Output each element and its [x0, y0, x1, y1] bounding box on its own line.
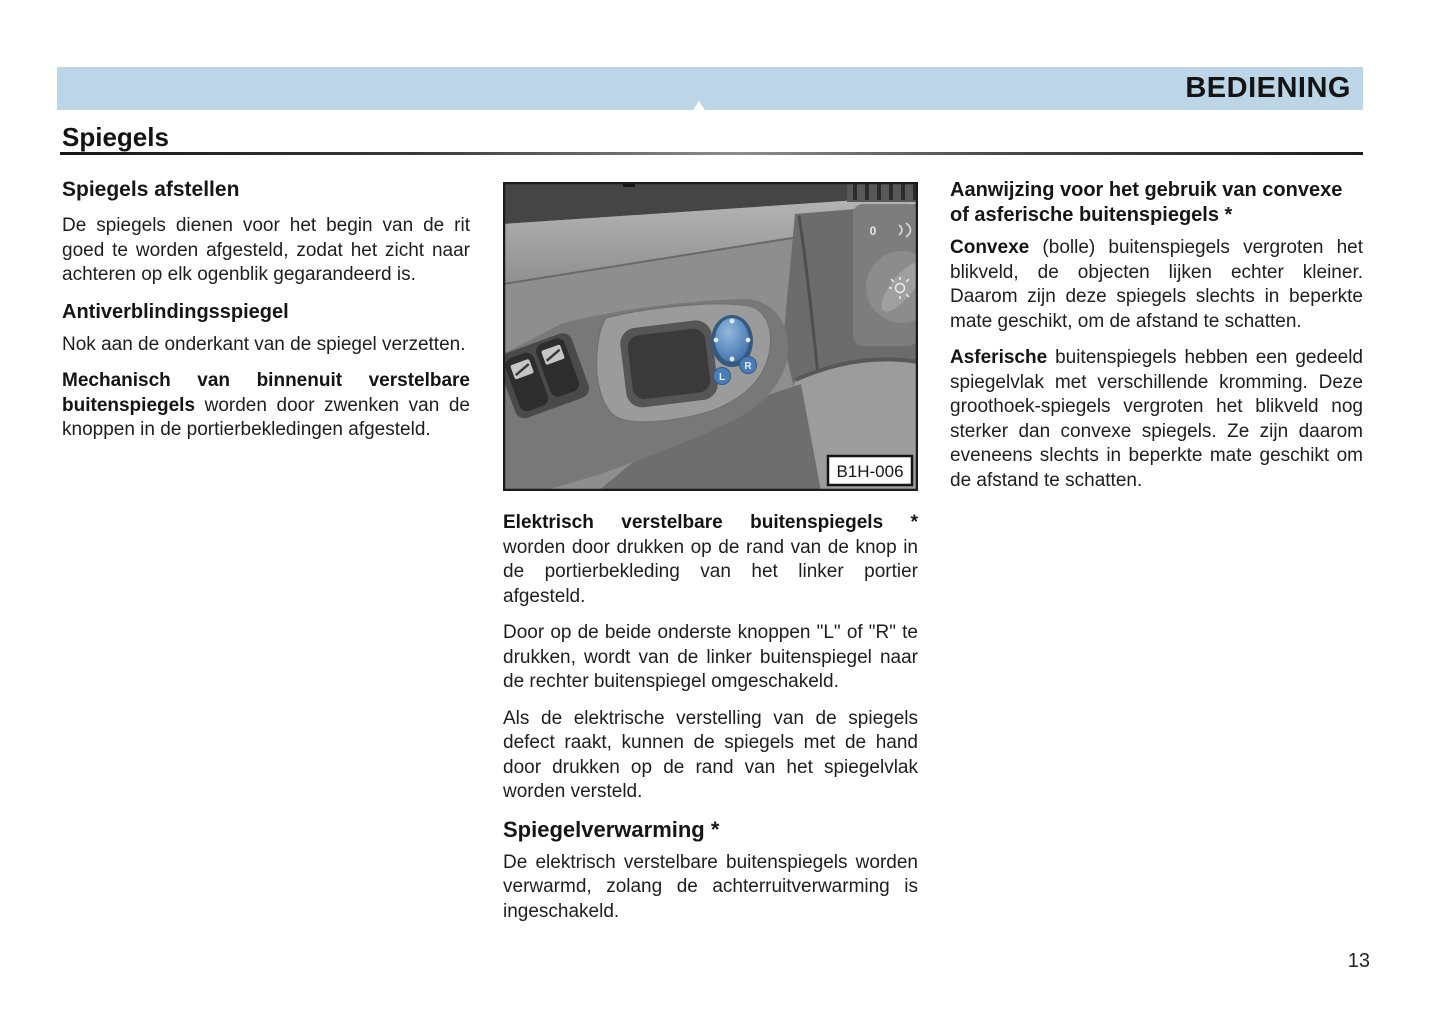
heading-spiegelverwarming: Spiegelverwarming *	[503, 816, 720, 842]
heading-aanwijzing: Aanwijzing voor het gebruik van convexe of asferische buitenspiegels *	[950, 179, 1343, 226]
para-mechanisch	[62, 369, 470, 443]
left-button-label: L	[718, 372, 726, 383]
para-asferische	[950, 346, 1363, 493]
heading-spiegels-afstellen: Spiegels afstellen	[62, 178, 240, 201]
para-convexe	[950, 236, 1363, 334]
right-button-label: R	[744, 361, 752, 372]
para-asferische-lead: Asferische	[950, 347, 1048, 368]
para-mechanisch-rest: worden door zwenken van de knoppen in de portierbekledingen afgesteld.	[62, 394, 470, 440]
right-column	[950, 178, 1363, 505]
door-mirror-photo	[503, 182, 918, 491]
para-defect: Als de elektrische verstelling van de spiegels defect raakt, kunnen de spiegels met de hand door drukken op de rand van het spiegelvlak worden versteld.	[503, 707, 918, 802]
mirror-select-right-button	[740, 357, 757, 374]
mirror-select-left-button	[714, 368, 731, 385]
para-elektrisch-lead: Elektrisch verstelbare buitenspiegels *	[503, 512, 918, 533]
door-mirror-figure	[503, 182, 918, 491]
para-elektrisch	[503, 511, 918, 609]
headlight-zero-label: 0	[869, 224, 877, 238]
para-mechanisch-lead: Mechanisch van binnenuit verstelbare buitenspiegels	[62, 370, 470, 416]
para-convexe-rest: (bolle) buitenspiegels vergroten het blikveld, de objecten lijken echter kleiner. Daarom zijn deze spiegels slechts in beperkte mate geschikt, om de afstand te schatten.	[950, 237, 1364, 332]
figure-code-label	[828, 456, 912, 485]
scan-notch	[693, 101, 705, 110]
chapter-title: BEDIENING	[1185, 72, 1351, 104]
para-spiegels-afstellen: De spiegels dienen voor het begin van de rit goed te worden afgesteld, zodat het zicht naar achteren op elk ogenblik gegarandeerd is.	[62, 215, 470, 285]
chapter-header-bar	[57, 67, 1363, 110]
headlight-switch	[853, 204, 918, 346]
middle-column	[503, 182, 918, 936]
door-handle-recess	[618, 319, 719, 410]
figure-code-text: B1H-006	[836, 462, 904, 481]
air-vents-icon	[847, 182, 918, 202]
heading-antiverblindingsspiegel: Antiverblindingsspiegel	[62, 300, 289, 323]
left-column	[62, 178, 470, 455]
page-title: Spiegels	[62, 122, 169, 152]
para-knoppen-lr: Door op de beide onderste knoppen "L" of "R" te drukken, wordt van de linker buitenspiegel naar de rechter buitenspiegel omgeschakeld.	[503, 622, 918, 692]
para-spiegelverwarming: De elektrisch verstelbare buitenspiegels worden verwarmd, zolang de achterruitverwarming is ingeschakeld.	[503, 851, 918, 922]
para-asferische-rest: buitenspiegels hebben een gedeeld spiegelvlak met verschillende kromming. Deze groothoek-spiegels vergroten het blikveld nog sterker dan convexe spiegels. Ze zijn daarom eveneens slechts in beperkte mate geschikt om de afstand te schatten.	[950, 347, 1363, 491]
para-antiverblindingsspiegel: Nok aan de onderkant van de spiegel verzetten.	[62, 333, 466, 355]
middle-text-block	[503, 511, 918, 924]
page-number: 13	[1347, 950, 1370, 972]
para-convexe-lead: Convexe	[950, 237, 1030, 258]
para-elektrisch-rest: worden door drukken op de rand van de knop in de portierbekleding van het linker portier afgesteld.	[503, 536, 918, 607]
title-rule	[60, 152, 1363, 155]
